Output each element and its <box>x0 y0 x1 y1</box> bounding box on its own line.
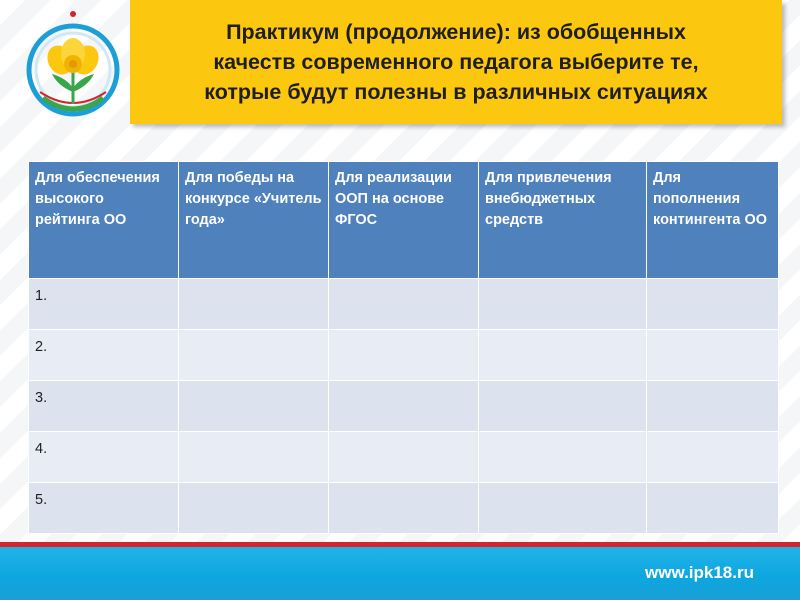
table-cell <box>479 279 647 330</box>
table-row <box>29 279 779 330</box>
table-cell <box>647 381 779 432</box>
institute-logo <box>18 8 128 126</box>
table-cell: 2. <box>29 330 179 381</box>
website-link[interactable]: www.ipk18.ru <box>645 563 754 582</box>
table-cell <box>179 279 329 330</box>
table-cell <box>479 483 647 534</box>
table-cell: 3. <box>29 381 179 432</box>
table-cell <box>329 483 479 534</box>
table-cell: 5. <box>29 483 179 534</box>
column-header: Для реализации ООП на основе ФГОС <box>329 162 479 279</box>
table-cell <box>479 330 647 381</box>
table-row <box>29 432 779 483</box>
table-row <box>29 381 779 432</box>
table-cell <box>647 483 779 534</box>
column-header: Для победы на конкурсе «Учитель года» <box>179 162 329 279</box>
title-banner <box>130 0 782 124</box>
table-cell: 4. <box>29 432 179 483</box>
table-cell <box>647 432 779 483</box>
table-row <box>29 330 779 381</box>
table-cell <box>647 330 779 381</box>
table-cell <box>179 432 329 483</box>
table-cell <box>179 330 329 381</box>
table-cell <box>329 330 479 381</box>
slide-title: Практикум (продолжение): из обобщенных качеств современного педагога выберите те, котрые будут полезны в различных ситуациях <box>204 20 708 104</box>
table-cell <box>179 381 329 432</box>
table-cell <box>329 432 479 483</box>
table-cell: 1. <box>29 279 179 330</box>
column-header: Для пополнения контингента ОО <box>647 162 779 279</box>
table-cell <box>479 381 647 432</box>
table-cell <box>329 381 479 432</box>
table-row <box>29 483 779 534</box>
table-cell <box>479 432 647 483</box>
qualities-table <box>28 161 779 534</box>
column-header: Для привлечения внебюджетных средств <box>479 162 647 279</box>
table-header-row <box>29 162 779 279</box>
emblem-flower-icon <box>18 8 128 126</box>
table-cell <box>647 279 779 330</box>
table-cell <box>329 279 479 330</box>
column-header: Для обеспечения высокого рейтинга ОО <box>29 162 179 279</box>
table-cell <box>179 483 329 534</box>
